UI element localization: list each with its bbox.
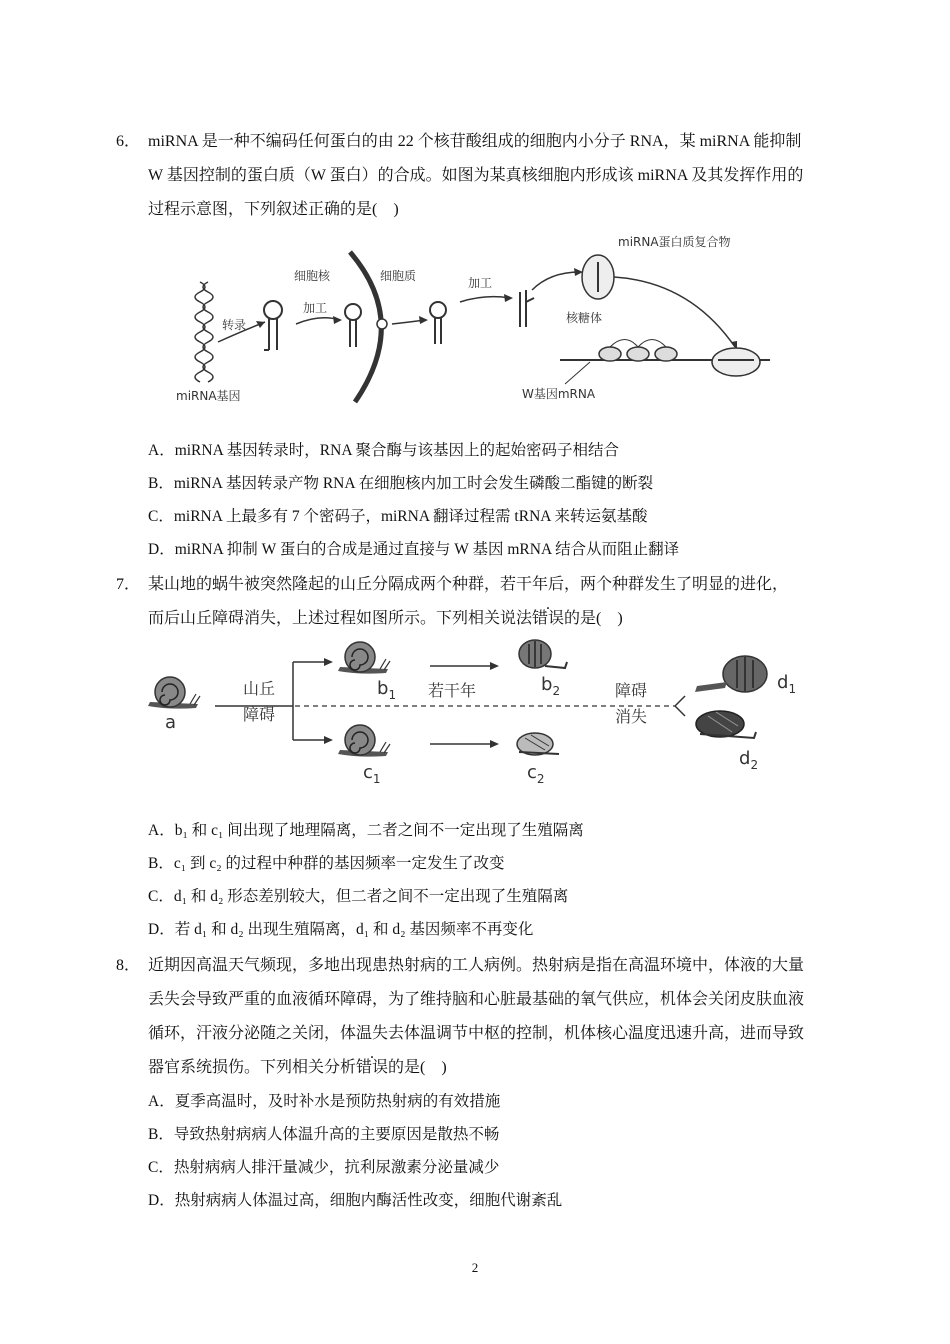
ribosome-icon bbox=[599, 347, 677, 361]
q8-number: 8． bbox=[116, 957, 141, 974]
q6-option-d[interactable]: D．miRNA 抑制 W 蛋白的合成是通过直接与 W 基因 mRNA 结合从而阻止翻译 bbox=[148, 541, 680, 558]
snail-c1-icon bbox=[338, 725, 390, 757]
label-barrier-1: 山丘 bbox=[243, 679, 276, 698]
hairpin-icon bbox=[264, 301, 282, 350]
label-vanish-2: 消失 bbox=[615, 707, 648, 726]
q6-stem-line-2: W 基因控制的蛋白质（W 蛋白）的合成。如图为某真核细胞内形成该 miRNA 及其发挥作用的 bbox=[148, 167, 804, 184]
snail-b2-icon bbox=[519, 640, 567, 668]
label-w-mrna: W基因mRNA bbox=[522, 387, 596, 401]
hairpin-icon bbox=[345, 304, 361, 347]
label-cytoplasm: 细胞质 bbox=[380, 269, 417, 283]
bound-complex-icon bbox=[712, 348, 760, 376]
emphasis-wrong: 错误 bbox=[356, 1059, 389, 1076]
snail-b1-icon bbox=[338, 642, 390, 674]
q8-option-d[interactable]: D．热射病病人体温过高，细胞内酶活性改变，细胞代谢紊乱 bbox=[148, 1192, 563, 1209]
q6-mirna-diagram bbox=[170, 232, 790, 412]
q6-option-b[interactable]: B．miRNA 基因转录产物 RNA 在细胞核内加工时会发生磷酸二酯键的断裂 bbox=[148, 475, 654, 492]
label-ribosome: 核糖体 bbox=[566, 311, 603, 325]
label-barrier-2: 障碍 bbox=[243, 705, 276, 724]
label-d1: $d_1$ bbox=[777, 672, 797, 696]
label-c2: $c_2$ bbox=[527, 762, 545, 786]
q7-stem-line-1: 某山地的蜗牛被突然隆起的山丘分隔成两个种群，若干年后，两个种群发生了明显的进化， bbox=[148, 576, 789, 593]
q8-stem-line-4: 器官系统损伤。下列相关分析错误的是( ) bbox=[148, 1059, 447, 1076]
label-a: a bbox=[165, 712, 177, 733]
q8-option-b[interactable]: B．导致热射病病人体温升高的主要原因是散热不畅 bbox=[148, 1126, 500, 1143]
nuclear-envelope bbox=[350, 252, 381, 402]
label-transcription: 转录 bbox=[222, 318, 247, 332]
label-years: 若干年 bbox=[428, 681, 477, 700]
q7-option-c[interactable]: C．d₁ 和 d₂ 形态差别较大，但二者之间不一定出现了生殖隔离 bbox=[148, 888, 569, 905]
q6-option-a[interactable]: A．miRNA 基因转录时，RNA 聚合酶与该基因上的起始密码子相结合 bbox=[148, 442, 620, 459]
label-vanish-1: 障碍 bbox=[615, 681, 648, 700]
label-nucleus: 细胞核 bbox=[294, 269, 331, 283]
dna-helix-icon bbox=[195, 282, 213, 382]
q6-stem-line-3: 过程示意图，下列叙述正确的是( ) bbox=[148, 201, 399, 218]
label-mirna-gene: miRNA基因 bbox=[176, 389, 241, 403]
label-process-1: 加工 bbox=[303, 301, 328, 315]
hairpin-icon bbox=[430, 302, 446, 344]
snail-a-icon bbox=[148, 677, 200, 709]
q6-stem-line-1: miRNA 是一种不编码任何蛋白的由 22 个核苷酸组成的细胞内小分子 RNA，某 miRNA 能抑制 bbox=[148, 133, 802, 150]
label-d2: $d_2$ bbox=[739, 748, 759, 772]
q6-option-c[interactable]: C．miRNA 上最多有 7 个密码子，miRNA 翻译过程需 tRNA 来转运氨基酸 bbox=[148, 508, 648, 525]
snail-d2-icon bbox=[696, 711, 756, 738]
q7-option-b[interactable]: B．c₁ 到 c₂ 的过程中种群的基因频率一定发生了改变 bbox=[148, 855, 505, 872]
mirna-duplex-icon bbox=[520, 290, 534, 327]
q8-stem-line-1: 近期因高温天气频现，多地出现患热射病的工人病例。热射病是指在高温环境中，体液的大量 bbox=[148, 957, 805, 974]
snail-d1-icon bbox=[695, 656, 767, 692]
q7-snail-diagram bbox=[145, 632, 805, 802]
q7-option-d[interactable]: D．若 d₁ 和 d₂ 出现生殖隔离，d₁ 和 d₂ 基因频率不再变化 bbox=[148, 921, 534, 938]
q8-option-a[interactable]: A．夏季高温时，及时补水是预防热射病的有效措施 bbox=[148, 1093, 501, 1110]
label-process-2: 加工 bbox=[468, 276, 493, 290]
label-complex: miRNA蛋白质复合物 bbox=[618, 235, 731, 249]
emphasis-wrong: 错误 bbox=[532, 610, 565, 627]
label-b2: $b_2$ bbox=[541, 674, 561, 698]
q7-option-a[interactable]: A．b₁ 和 c₁ 间出现了地理隔离，二者之间不一定出现了生殖隔离 bbox=[148, 822, 584, 839]
q7-stem-line-2: 而后山丘障碍消失，上述过程如图所示。下列相关说法错误的是( ) bbox=[148, 610, 623, 627]
snail-c2-icon bbox=[517, 733, 559, 755]
q8-stem-line-2: 丢失会导致严重的血液循环障碍，为了维持脑和心脏最基础的氧气供应，机体会关闭皮肤血液 bbox=[148, 991, 805, 1008]
label-b1: $b_1$ bbox=[377, 678, 397, 702]
q6-number: 6． bbox=[116, 133, 141, 150]
label-c1: $c_1$ bbox=[363, 762, 381, 786]
q8-stem-line-3: 循环，汗液分泌随之关闭，体温失去体温调节中枢的控制，机体核心温度迅速升高，进而导致 bbox=[148, 1025, 805, 1042]
q7-number: 7． bbox=[116, 576, 141, 593]
page-number: 2 bbox=[471, 1260, 479, 1275]
q8-option-c[interactable]: C．热射病病人排汗量减少，抗利尿激素分泌量减少 bbox=[148, 1159, 500, 1176]
